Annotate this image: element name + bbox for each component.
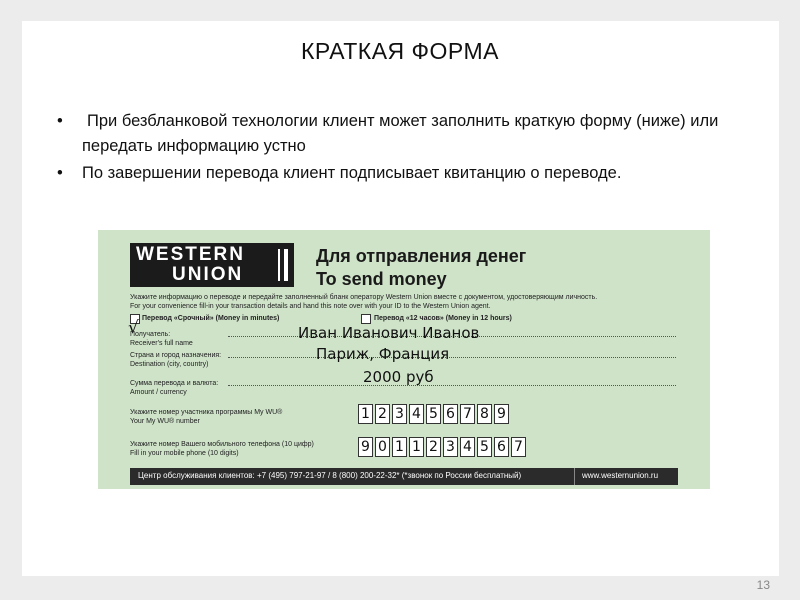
- website-link[interactable]: www.westernunion.ru: [582, 471, 659, 480]
- amount-label-en: Amount / currency: [130, 389, 187, 396]
- digit-box[interactable]: 1: [409, 437, 424, 457]
- digit-box[interactable]: 2: [426, 437, 441, 457]
- 12h-transfer-checkbox[interactable]: [361, 314, 371, 324]
- digit-box[interactable]: 1: [358, 404, 373, 424]
- phone-number-boxes[interactable]: [358, 437, 526, 457]
- digit-box[interactable]: 2: [375, 404, 390, 424]
- 12h-transfer-label: Перевод «12 часов» (Money in 12 hours): [374, 315, 512, 322]
- customer-service-text: Центр обслуживания клиентов: +7 (495) 797-21-97 / 8 (800) 200-22-32* (*звонок по России бесплатный): [138, 471, 522, 480]
- bullet-marker: •: [57, 164, 63, 182]
- digit-box[interactable]: 4: [460, 437, 475, 457]
- form-heading-ru: Для отправления денег: [316, 246, 527, 266]
- logo-text-union: UNION: [172, 264, 244, 285]
- digit-box[interactable]: 8: [477, 404, 492, 424]
- destination-label: [130, 351, 221, 369]
- western-union-logo: [130, 243, 294, 287]
- destination-value: Париж, Франция: [316, 345, 450, 363]
- receiver-name-value: Иван Иванович Иванов: [298, 324, 480, 342]
- amount-field[interactable]: [228, 385, 676, 386]
- western-union-form: [98, 230, 710, 489]
- digit-box[interactable]: 6: [443, 404, 458, 424]
- phone-label-ru: Укажите номер Вашего мобильного телефона (10 цифр): [130, 441, 314, 448]
- digit-box[interactable]: 9: [358, 437, 373, 457]
- digit-box[interactable]: 5: [426, 404, 441, 424]
- destination-label-en: Destination (city, country): [130, 361, 209, 368]
- footer-divider: [574, 468, 575, 485]
- phone-label: [130, 440, 314, 458]
- bullet-text: При безбланковой технологии клиент может заполнить краткую форму (ниже) или передать информацию устно: [82, 112, 719, 155]
- mywu-label-en: Your My WU® number: [130, 418, 200, 425]
- digit-box[interactable]: 3: [392, 404, 407, 424]
- digit-box[interactable]: 4: [409, 404, 424, 424]
- destination-label-ru: Страна и город назначения:: [130, 352, 222, 359]
- mywu-number-boxes[interactable]: [358, 404, 509, 424]
- digit-box[interactable]: 3: [443, 437, 458, 457]
- page-number: 13: [756, 578, 770, 592]
- digit-box[interactable]: 7: [460, 404, 475, 424]
- digit-box[interactable]: 5: [477, 437, 492, 457]
- instruction-ru: Укажите информацию о переводе и передайте заполненный бланк оператору Western Union вместе с документом, удостоверяющим личность.: [130, 294, 598, 301]
- digit-box[interactable]: 1: [392, 437, 407, 457]
- page-title: КРАТКАЯ ФОРМА: [301, 38, 499, 64]
- logo-bar: [284, 249, 288, 281]
- logo-text-western: WESTERN: [136, 244, 245, 265]
- phone-label-en: Fill in your mobile phone (10 digits): [130, 450, 239, 457]
- receiver-label: [130, 330, 193, 348]
- amount-label: [130, 379, 218, 397]
- mywu-label-ru: Укажите номер участника программы My WU®: [130, 409, 283, 416]
- digit-box[interactable]: 6: [494, 437, 509, 457]
- bullet-text: По завершении перевода клиент подписывает квитанцию о переводе.: [82, 164, 622, 182]
- urgent-transfer-label: Перевод «Срочный» (Money in minutes): [142, 315, 280, 322]
- form-footer: [130, 468, 678, 485]
- logo-bar: [278, 249, 280, 281]
- amount-label-ru: Сумма перевода и валюта:: [130, 380, 219, 387]
- instruction-en: For your convenience fill-in your transaction details and hand this note over with your ID to the Western Union agent.: [130, 303, 491, 310]
- form-heading-en: To send money: [316, 269, 447, 289]
- bullet-marker: •: [57, 112, 63, 130]
- receiver-label-en: Receiver's full name: [130, 340, 193, 347]
- digit-box[interactable]: 9: [494, 404, 509, 424]
- receiver-label-ru: Получатель:: [130, 331, 171, 338]
- mywu-label: [130, 408, 282, 426]
- digit-box[interactable]: 0: [375, 437, 390, 457]
- checkmark-icon: √: [128, 318, 139, 338]
- digit-box[interactable]: 7: [511, 437, 526, 457]
- amount-value: 2000 руб: [363, 368, 434, 386]
- destination-field[interactable]: [228, 357, 676, 358]
